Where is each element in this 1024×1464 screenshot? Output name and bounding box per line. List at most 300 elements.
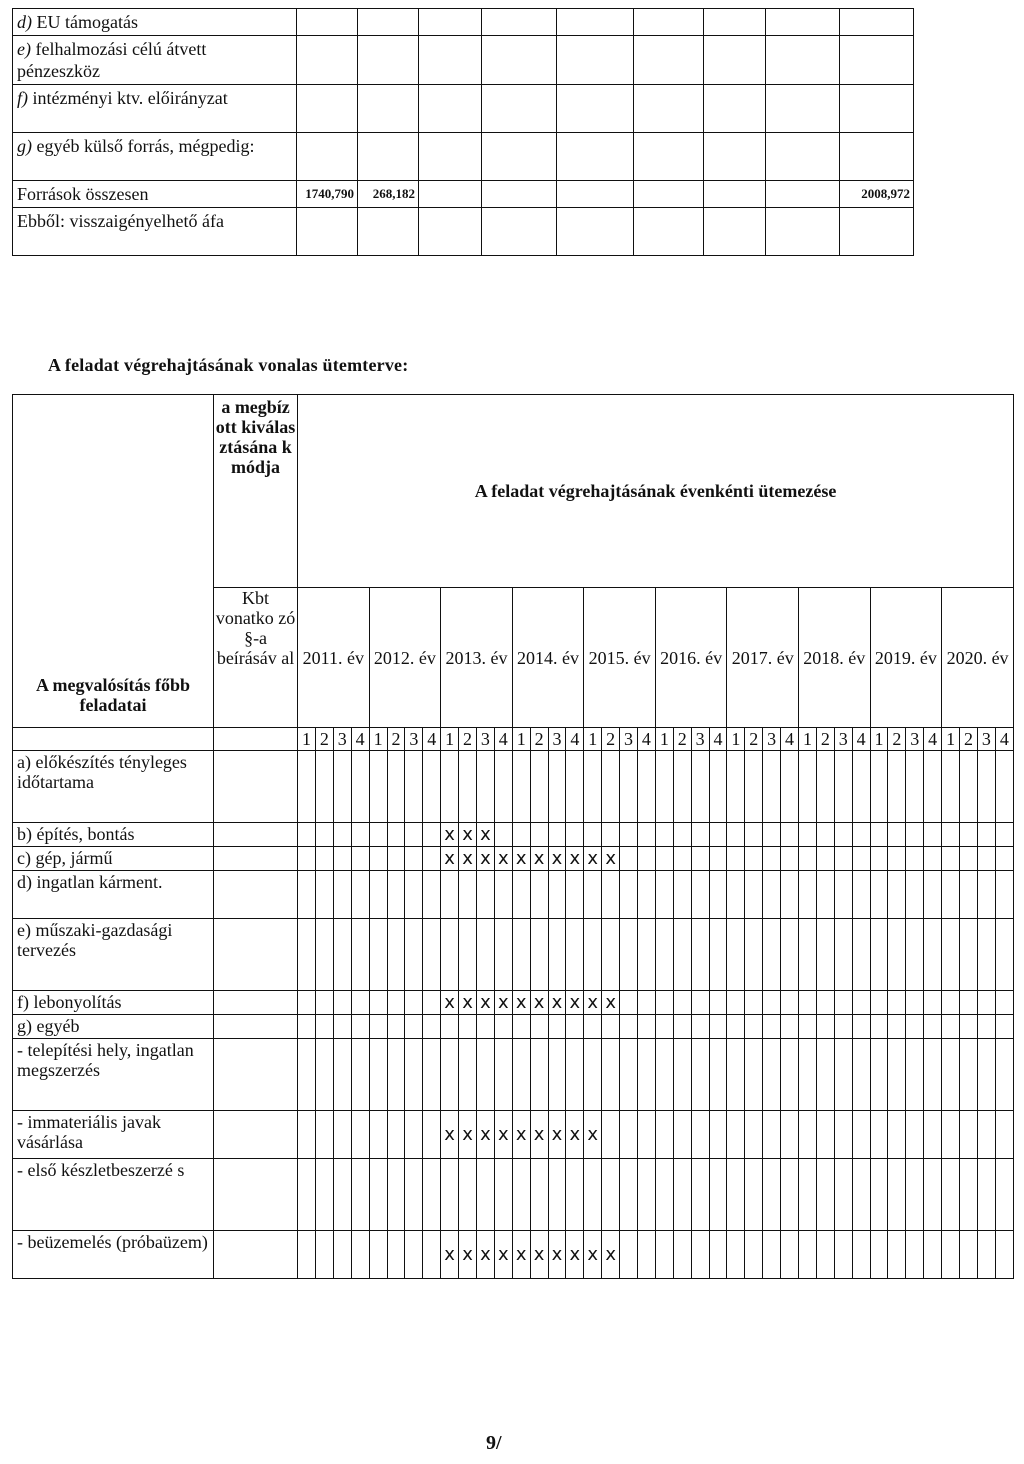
quarter-number: 4 [423, 728, 441, 751]
schedule-cell [441, 1039, 459, 1111]
schedule-cell [816, 919, 834, 991]
schedule-cell [512, 823, 530, 847]
quarter-number: 1 [942, 728, 960, 751]
schedule-mark: x [566, 991, 584, 1015]
schedule-cell [369, 847, 387, 871]
quarter-number: 2 [530, 728, 548, 751]
schedule-cell [781, 847, 799, 871]
quarter-number: 3 [977, 728, 995, 751]
schedule-cell [673, 1231, 691, 1279]
funding-row-label [13, 36, 297, 85]
task-procurement-cell [214, 919, 298, 991]
schedule-cell [834, 1111, 852, 1159]
schedule-cell [441, 871, 459, 919]
funding-value-cell [557, 36, 634, 85]
schedule-cell [351, 919, 369, 991]
schedule-cell [512, 751, 530, 823]
quarter-number: 2 [960, 728, 978, 751]
schedule-cell [799, 919, 817, 991]
schedule-cell [369, 1015, 387, 1039]
task-procurement-cell [214, 847, 298, 871]
funding-row-text: intézményi ktv. előirányzat [32, 88, 228, 108]
task-row [13, 847, 1014, 871]
schedule-mark: x [530, 991, 548, 1015]
schedule-cell [369, 1039, 387, 1111]
schedule-cell [906, 1231, 924, 1279]
schedule-cell [763, 751, 781, 823]
schedule-mark: x [441, 1111, 459, 1159]
schedule-cell [494, 919, 512, 991]
schedule-cell [351, 751, 369, 823]
schedule-cell [995, 823, 1013, 847]
schedule-cell [673, 823, 691, 847]
funding-value-cell [557, 208, 634, 256]
schedule-cell [691, 751, 709, 823]
schedule-cell [852, 823, 870, 847]
schedule-cell [977, 1231, 995, 1279]
schedule-cell [924, 1159, 942, 1231]
schedule-cell [351, 1111, 369, 1159]
schedule-cell [459, 871, 477, 919]
schedule-cell [924, 991, 942, 1015]
quarter-number: 1 [870, 728, 888, 751]
schedule-cell [960, 871, 978, 919]
quarter-number: 2 [816, 728, 834, 751]
schedule-cell [620, 1231, 638, 1279]
schedule-cell [620, 847, 638, 871]
schedule-mark: x [441, 1231, 459, 1279]
schedule-cell [584, 823, 602, 847]
schedule-cell [888, 823, 906, 847]
funding-value-cell [704, 133, 766, 181]
schedule-cell [620, 871, 638, 919]
year-header: 2012. év [369, 588, 441, 728]
schedule-cell [834, 1039, 852, 1111]
schedule-cell [977, 1015, 995, 1039]
schedule-cell [816, 1015, 834, 1039]
schedule-cell [799, 991, 817, 1015]
task-row [13, 1039, 1014, 1111]
task-label: g) egyéb [13, 1015, 214, 1039]
quarter-number: 3 [906, 728, 924, 751]
schedule-cell [620, 1015, 638, 1039]
schedule-cell [387, 1111, 405, 1159]
schedule-cell [763, 1015, 781, 1039]
schedule-cell [315, 919, 333, 991]
schedule-cell [459, 1015, 477, 1039]
schedule-cell [781, 1015, 799, 1039]
schedule-cell [423, 991, 441, 1015]
schedule-cell [423, 1159, 441, 1231]
task-row [13, 919, 1014, 991]
schedule-cell [566, 1015, 584, 1039]
schedule-cell [387, 1159, 405, 1231]
schedule-cell [816, 1159, 834, 1231]
funding-value-cell [634, 85, 704, 133]
schedule-cell [351, 1231, 369, 1279]
schedule-cell [906, 847, 924, 871]
quarter-number: 2 [387, 728, 405, 751]
schedule-cell [834, 919, 852, 991]
schedule-mark: x [459, 847, 477, 871]
schedule-cell [852, 991, 870, 1015]
schedule-cell [494, 751, 512, 823]
schedule-cell [369, 751, 387, 823]
schedule-cell [566, 1039, 584, 1111]
schedule-cell [781, 1159, 799, 1231]
schedule-cell [459, 919, 477, 991]
schedule-cell [924, 847, 942, 871]
schedule-mark: x [476, 847, 494, 871]
schedule-cell [351, 847, 369, 871]
quarter-number: 1 [369, 728, 387, 751]
schedule-cell [584, 1159, 602, 1231]
schedule-cell [637, 1111, 655, 1159]
funding-value-cell [358, 9, 419, 36]
schedule-cell [620, 1039, 638, 1111]
quarter-number: 3 [620, 728, 638, 751]
schedule-cell [584, 1039, 602, 1111]
schedule-cell [637, 919, 655, 991]
schedule-cell [387, 823, 405, 847]
schedule-cell [763, 919, 781, 991]
schedule-cell [548, 1159, 566, 1231]
schedule-cell [548, 919, 566, 991]
funding-row-label [13, 9, 297, 36]
schedule-cell [816, 751, 834, 823]
schedule-cell [405, 847, 423, 871]
schedule-cell [691, 1111, 709, 1159]
schedule-table [12, 394, 1014, 1279]
funding-row-text: Ebből: visszaigényelhető áfa [17, 211, 224, 231]
quarter-number: 3 [405, 728, 423, 751]
schedule-cell [745, 991, 763, 1015]
quarter-number: 4 [351, 728, 369, 751]
year-header: 2011. év [298, 588, 370, 728]
schedule-cell [906, 1159, 924, 1231]
schedule-cell [620, 919, 638, 991]
task-procurement-cell [214, 751, 298, 823]
schedule-cell [745, 1039, 763, 1111]
schedule-cell [655, 1231, 673, 1279]
schedule-cell [888, 847, 906, 871]
funding-value-cell [557, 9, 634, 36]
schedule-cell [584, 919, 602, 991]
funding-value-cell [358, 208, 419, 256]
schedule-cell [530, 1015, 548, 1039]
schedule-cell [387, 1039, 405, 1111]
schedule-cell [530, 823, 548, 847]
schedule-cell [799, 1159, 817, 1231]
quarter-number: 2 [602, 728, 620, 751]
quarter-number: 4 [995, 728, 1013, 751]
schedule-cell [709, 1039, 727, 1111]
schedule-cell [834, 1159, 852, 1231]
quarter-number: 3 [333, 728, 351, 751]
schedule-mark: x [476, 1111, 494, 1159]
schedule-cell [351, 1039, 369, 1111]
schedule-cell [852, 1231, 870, 1279]
schedule-cell [691, 823, 709, 847]
schedule-cell [834, 991, 852, 1015]
schedule-cell [691, 871, 709, 919]
schedule-cell [620, 823, 638, 847]
schedule-cell [709, 1015, 727, 1039]
schedule-cell [960, 823, 978, 847]
schedule-cell [459, 1039, 477, 1111]
schedule-cell [727, 1159, 745, 1231]
year-header: 2016. év [655, 588, 727, 728]
schedule-cell [673, 1015, 691, 1039]
quarter-number: 2 [888, 728, 906, 751]
schedule-cell [315, 847, 333, 871]
schedule-cell [602, 823, 620, 847]
funding-value-cell [358, 36, 419, 85]
schedule-cell [995, 1111, 1013, 1159]
schedule-cell [494, 871, 512, 919]
schedule-cell [816, 991, 834, 1015]
schedule-mark: x [602, 1231, 620, 1279]
funding-row-prefix: e) [17, 39, 31, 59]
quarter-number: 1 [584, 728, 602, 751]
schedule-cell [924, 823, 942, 847]
schedule-cell [834, 823, 852, 847]
schedule-cell [888, 1015, 906, 1039]
funding-value-cell [419, 85, 482, 133]
schedule-cell [799, 823, 817, 847]
schedule-cell [584, 1015, 602, 1039]
schedule-mark: x [494, 847, 512, 871]
schedule-cell [727, 1015, 745, 1039]
schedule-cell [888, 751, 906, 823]
schedule-cell [816, 871, 834, 919]
schedule-cell [494, 823, 512, 847]
schedule-cell [888, 1231, 906, 1279]
schedule-cell [673, 751, 691, 823]
schedule-cell [781, 919, 799, 991]
schedule-cell [763, 823, 781, 847]
schedule-cell [995, 991, 1013, 1015]
schedule-cell [333, 991, 351, 1015]
schedule-cell [977, 847, 995, 871]
schedule-cell [727, 919, 745, 991]
funding-value-cell [482, 36, 557, 85]
schedule-cell [781, 1231, 799, 1279]
schedule-cell [333, 847, 351, 871]
schedule-cell [799, 1039, 817, 1111]
funding-value-cell [840, 36, 914, 85]
schedule-cell [405, 991, 423, 1015]
funding-value-cell [766, 181, 840, 208]
task-label: b) építés, bontás [13, 823, 214, 847]
funding-value-cell [840, 85, 914, 133]
schedule-cell [781, 1111, 799, 1159]
schedule-cell [763, 1159, 781, 1231]
schedule-mark: x [476, 1231, 494, 1279]
schedule-cell [566, 919, 584, 991]
schedule-cell [387, 991, 405, 1015]
schedule-cell [942, 1039, 960, 1111]
schedule-cell [924, 1039, 942, 1111]
quarter-number: 1 [799, 728, 817, 751]
schedule-mark: x [476, 823, 494, 847]
schedule-mark: x [548, 1111, 566, 1159]
schedule-cell [673, 1111, 691, 1159]
schedule-cell [387, 919, 405, 991]
funding-value-cell [634, 208, 704, 256]
schedule-cell [763, 847, 781, 871]
schedule-cell [369, 1111, 387, 1159]
schedule-mark: x [459, 1231, 477, 1279]
schedule-mark: x [530, 1231, 548, 1279]
funding-row [13, 208, 914, 256]
schedule-cell [709, 847, 727, 871]
schedule-cell [333, 751, 351, 823]
schedule-cell [995, 1159, 1013, 1231]
schedule-cell [369, 991, 387, 1015]
schedule-cell [673, 847, 691, 871]
schedule-cell [405, 1111, 423, 1159]
schedule-cell [745, 871, 763, 919]
task-label: - első készletbeszerzé s [13, 1159, 214, 1231]
schedule-cell [655, 751, 673, 823]
schedule-cell [906, 751, 924, 823]
schedule-cell [763, 1231, 781, 1279]
schedule-cell [369, 871, 387, 919]
schedule-cell [852, 1111, 870, 1159]
schedule-cell [781, 991, 799, 1015]
funding-table [12, 8, 914, 256]
schedule-cell [977, 823, 995, 847]
funding-value-cell [704, 9, 766, 36]
schedule-cell [888, 871, 906, 919]
quarter-number: 2 [745, 728, 763, 751]
schedule-cell [298, 1159, 316, 1231]
task-label: e) műszaki-gazdasági tervezés [13, 919, 214, 991]
quarter-number: 4 [566, 728, 584, 751]
schedule-cell [351, 823, 369, 847]
schedule-cell [763, 871, 781, 919]
task-procurement-cell [214, 1159, 298, 1231]
schedule-cell [995, 751, 1013, 823]
schedule-cell [673, 1039, 691, 1111]
schedule-cell [405, 1039, 423, 1111]
schedule-cell [691, 1159, 709, 1231]
schedule-cell [298, 871, 316, 919]
column-header-tasks: A megvalósítás főbb feladatai [13, 395, 214, 728]
schedule-cell [530, 1039, 548, 1111]
funding-row-prefix: d) [17, 12, 32, 32]
funding-value-cell [419, 208, 482, 256]
schedule-cell [620, 1159, 638, 1231]
schedule-cell [924, 919, 942, 991]
schedule-cell [548, 823, 566, 847]
schedule-cell [655, 1039, 673, 1111]
schedule-cell [512, 871, 530, 919]
schedule-mark: x [512, 1231, 530, 1279]
schedule-cell [799, 751, 817, 823]
funding-row [13, 36, 914, 85]
schedule-cell [816, 823, 834, 847]
schedule-cell [637, 1159, 655, 1231]
schedule-cell [333, 871, 351, 919]
funding-value-cell [634, 181, 704, 208]
schedule-mark: x [566, 847, 584, 871]
schedule-cell [584, 871, 602, 919]
schedule-cell [298, 1015, 316, 1039]
funding-value-cell [482, 9, 557, 36]
schedule-cell [566, 871, 584, 919]
schedule-cell [602, 1159, 620, 1231]
schedule-cell [960, 847, 978, 871]
schedule-cell [924, 1111, 942, 1159]
schedule-mark: x [584, 847, 602, 871]
schedule-cell [333, 1015, 351, 1039]
schedule-mark: x [548, 1231, 566, 1279]
schedule-cell [942, 847, 960, 871]
schedule-cell [315, 1039, 333, 1111]
schedule-cell [405, 1015, 423, 1039]
schedule-cell [995, 871, 1013, 919]
funding-value-cell [297, 9, 358, 36]
schedule-cell [727, 1231, 745, 1279]
schedule-cell [441, 1015, 459, 1039]
schedule-cell [852, 751, 870, 823]
schedule-cell [315, 1231, 333, 1279]
funding-value-cell [419, 36, 482, 85]
schedule-mark: x [584, 991, 602, 1015]
schedule-cell [315, 1015, 333, 1039]
quarter-number: 3 [834, 728, 852, 751]
schedule-cell [298, 823, 316, 847]
schedule-cell [888, 1039, 906, 1111]
schedule-cell [995, 1015, 1013, 1039]
schedule-cell [709, 1231, 727, 1279]
schedule-cell [405, 919, 423, 991]
schedule-cell [315, 991, 333, 1015]
task-label: c) gép, jármű [13, 847, 214, 871]
schedule-cell [942, 1231, 960, 1279]
task-row [13, 751, 1014, 823]
schedule-cell [298, 991, 316, 1015]
schedule-cell [512, 1015, 530, 1039]
schedule-cell [512, 1159, 530, 1231]
task-procurement-cell [214, 1039, 298, 1111]
task-label: - immateriális javak vásárlása [13, 1111, 214, 1159]
schedule-cell [655, 847, 673, 871]
schedule-cell [799, 1111, 817, 1159]
schedule-mark: x [512, 991, 530, 1015]
schedule-mark: x [441, 847, 459, 871]
schedule-cell [906, 823, 924, 847]
schedule-cell [315, 871, 333, 919]
schedule-cell [852, 1039, 870, 1111]
schedule-cell [423, 847, 441, 871]
task-label: d) ingatlan kárment. [13, 871, 214, 919]
schedule-cell [298, 751, 316, 823]
schedule-cell [763, 1039, 781, 1111]
quarter-number: 2 [673, 728, 691, 751]
schedule-cell [995, 1231, 1013, 1279]
funding-value-cell [704, 85, 766, 133]
schedule-mark: x [602, 991, 620, 1015]
schedule-cell [476, 1159, 494, 1231]
schedule-cell [476, 871, 494, 919]
quarter-number: 3 [548, 728, 566, 751]
funding-value-cell [358, 133, 419, 181]
schedule-cell [637, 751, 655, 823]
schedule-cell [727, 847, 745, 871]
